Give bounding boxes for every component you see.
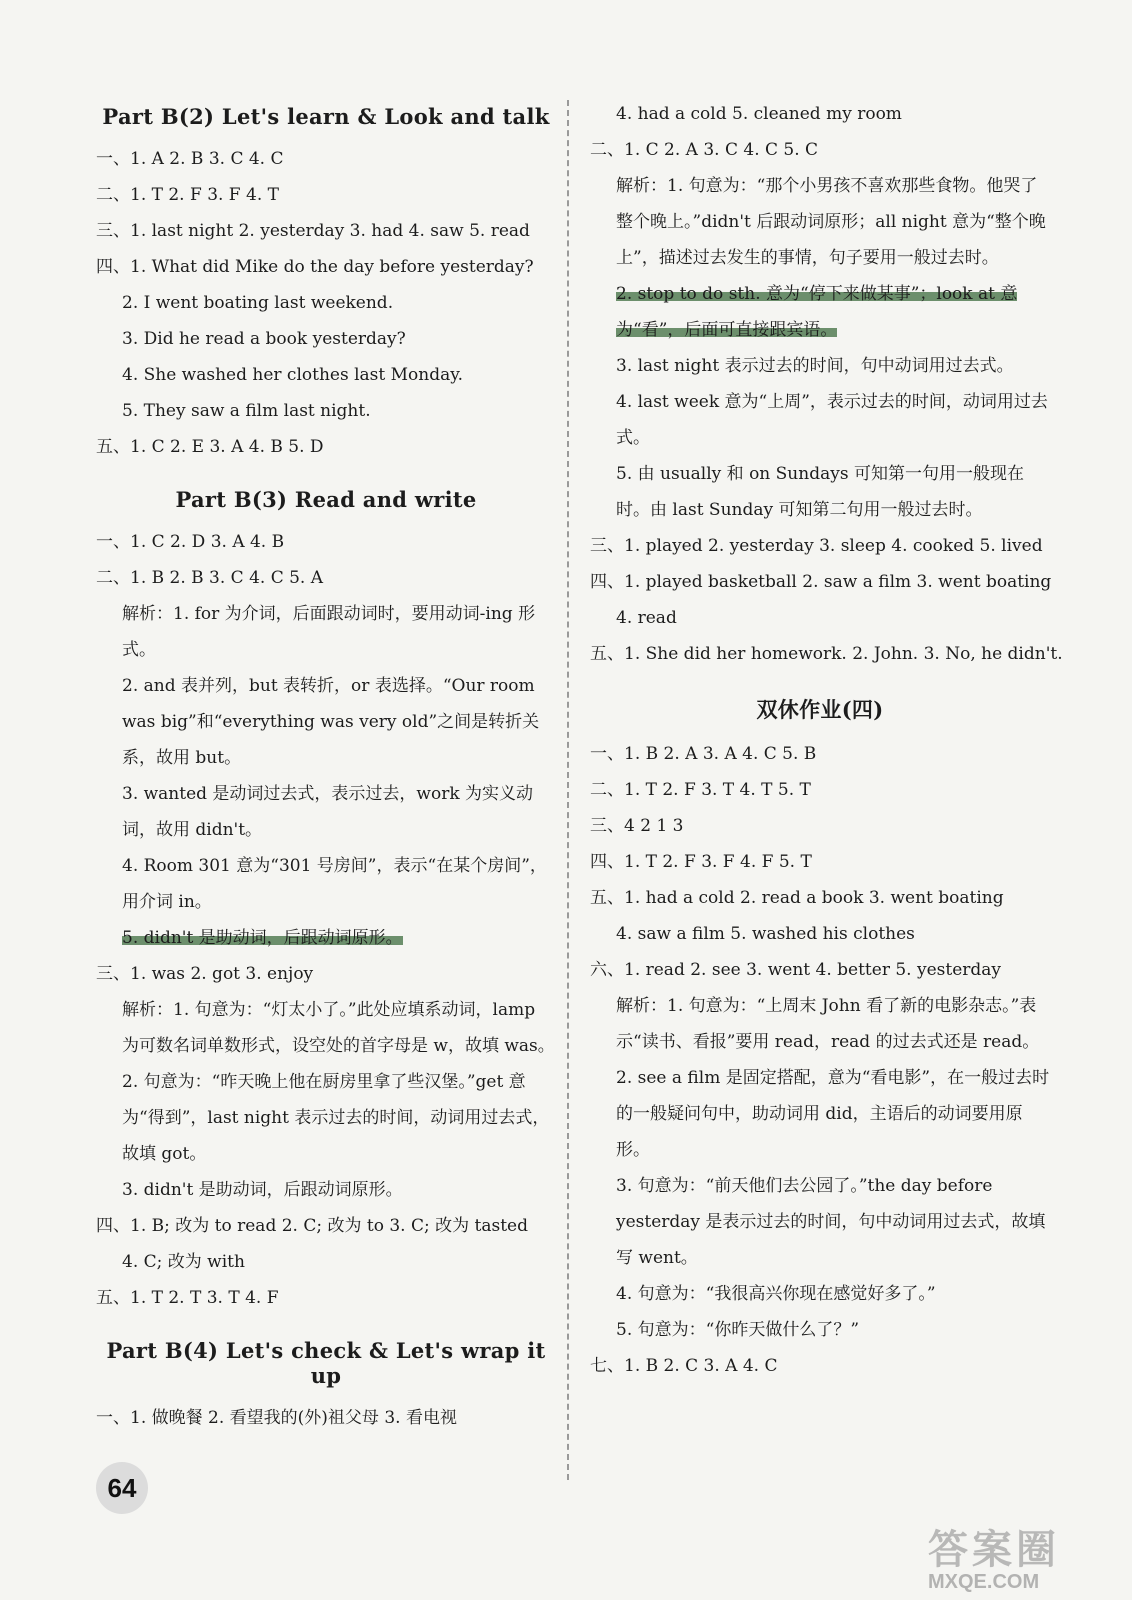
answer-line: 4. had a cold 5. cleaned my room [616,104,902,124]
answer-line: 三、1. played 2. yesterday 3. sleep 4. cooked 5. lived [590,536,1043,556]
answer-line: 二、1. T 2. F 3. F 4. T [96,185,279,205]
explanation-line: 5. 由 usually 和 on Sundays 可知第一句用一般现在时。由 last Sunday 可知第二句用一般过去时。 [616,464,1024,520]
column-divider [567,100,569,1480]
explanation-line: 3. last night 表示过去的时间，句中动词用过去式。 [616,356,1014,376]
explanation-line: 4. Room 301 意为“301 号房间”，表示“在某个房间”，用介词 in。 [122,856,547,912]
answer-line: 四、1. played basketball 2. saw a film 3. went boating [590,572,1052,592]
explanation-line: 解析：1. 句意为：“灯太小了。”此处应填系动词，lamp 为可数名词单数形式，设空处的首字母是 w，故填 was。 [122,1000,555,1056]
explanation-line: 3. wanted 是动词过去式，表示过去，work 为实义动词，故用 didn't。 [122,784,534,840]
explanation-line [590,276,1050,348]
explanation-line: 3. 句意为：“前天他们去公园了。”the day before yesterday 是表示过去的时间，句中动词用过去式，故填写 went。 [616,1176,1046,1268]
answer-line: 4. read [616,608,677,628]
explanation-line: 解析：1. 句意为：“上周末 John 看了新的电影杂志。”表示“读书、看报”要用 read，read 的过去式还是 read。 [616,996,1040,1052]
answer-line: 五、1. had a cold 2. read a book 3. went boating [590,888,1004,908]
answer-line: 四、1. T 2. F 3. F 4. F 5. T [590,852,812,872]
explanation-line: 解析：1. for 为介词，后面跟动词时，要用动词-ing 形式。 [122,604,536,660]
answer-line: 一、1. 做晚餐 2. 看望我的(外)祖父母 3. 看电视 [96,1408,457,1428]
explanation-line: 解析：1. 句意为：“那个小男孩不喜欢那些食物。他哭了整个晚上。”didn't 后跟动词原形；all night 意为“整个晚上”，描述过去发生的事情，句子要用一般过去时。 [616,176,1046,268]
watermark-logo [928,1518,1118,1593]
section-heading-partb4: Part B(4) Let's check & Let's wrap it up [106,1338,546,1388]
explanation-line: 2. 句意为：“昨天晚上他在厨房里拿了些汉堡。”get 意为“得到”，last night 表示过去的时间，动词用过去式，故填 got。 [122,1072,550,1164]
answer-line: 一、1. B 2. A 3. A 4. C 5. B [590,744,817,764]
explanation-line: 2. and 表并列，but 表转折，or 表选择。“Our room was big”和“everything was very old”之间是转折关系，故用 but。 [122,676,540,768]
answer-line: 三、4 2 1 3 [590,816,684,836]
explanation-line: 4. last week 意为“上周”，表示过去的时间，动词用过去式。 [616,392,1048,448]
answer-line: 5. They saw a film last night. [122,401,371,421]
answer-line: 六、1. read 2. see 3. went 4. better 5. yesterday [590,960,1001,980]
answer-line: 4. C; 改为 with [122,1252,245,1272]
explanation-line: 5. 句意为：“你昨天做什么了？” [616,1320,860,1340]
explanation-line: 4. 句意为：“我很高兴你现在感觉好多了。” [616,1284,936,1304]
left-column [96,96,556,1436]
page-number: 64 [96,1462,148,1514]
answer-line: 五、1. C 2. E 3. A 4. B 5. D [96,437,324,457]
answer-line: 二、1. B 2. B 3. C 4. C 5. A [96,568,324,588]
answer-line: 四、1. B; 改为 to read 2. C; 改为 to 3. C; 改为 tasted [96,1216,528,1236]
answer-line: 一、1. A 2. B 3. C 4. C [96,149,284,169]
answer-line: 3. Did he read a book yesterday? [122,329,406,349]
highlighted-text: 2. stop to do sth. 意为“停下来做某事”；look at 意为“看”，后面可直接跟宾语。 [616,284,1018,340]
section-heading-weekend-homework: 双休作业(四) [756,697,884,722]
answer-line: 一、1. C 2. D 3. A 4. B [96,532,285,552]
answer-line: 四、1. What did Mike do the day before yesterday? [96,257,534,277]
explanation-line: 2. see a film 是固定搭配，意为“看电影”，在一般过去时的一般疑问句中，助动词用 did，主语后的动词要用原形。 [616,1068,1050,1160]
answer-line: 4. She washed her clothes last Monday. [122,365,463,385]
explanation-line: 3. didn't 是助动词，后跟动词原形。 [122,1180,403,1200]
answer-line: 五、1. She did her homework. 2. John. 3. No, he didn't. [590,644,1063,664]
watermark-text: 答案圈 [928,1528,1060,1572]
answer-line: 三、1. was 2. got 3. enjoy [96,964,314,984]
answer-line: 三、1. last night 2. yesterday 3. had 4. saw 5. read [96,221,530,241]
section-heading-partb3: Part B(3) Read and write [175,487,477,512]
answer-line: 五、1. T 2. T 3. T 4. F [96,1288,279,1308]
explanation-line [96,920,556,956]
answer-line: 4. saw a film 5. washed his clothes [616,924,915,944]
answer-line: 2. I went boating last weekend. [122,293,394,313]
highlighted-text: 5. didn't 是助动词，后跟动词原形。 [122,928,403,948]
section-heading-partb2: Part B(2) Let's learn & Look and talk [102,104,550,129]
answer-line: 七、1. B 2. C 3. A 4. C [590,1356,778,1376]
watermark-url: MXQE.COM [928,1571,1040,1593]
answer-line: 二、1. T 2. F 3. T 4. T 5. T [590,780,811,800]
right-column [590,96,1063,1384]
answer-line: 二、1. C 2. A 3. C 4. C 5. C [590,140,819,160]
